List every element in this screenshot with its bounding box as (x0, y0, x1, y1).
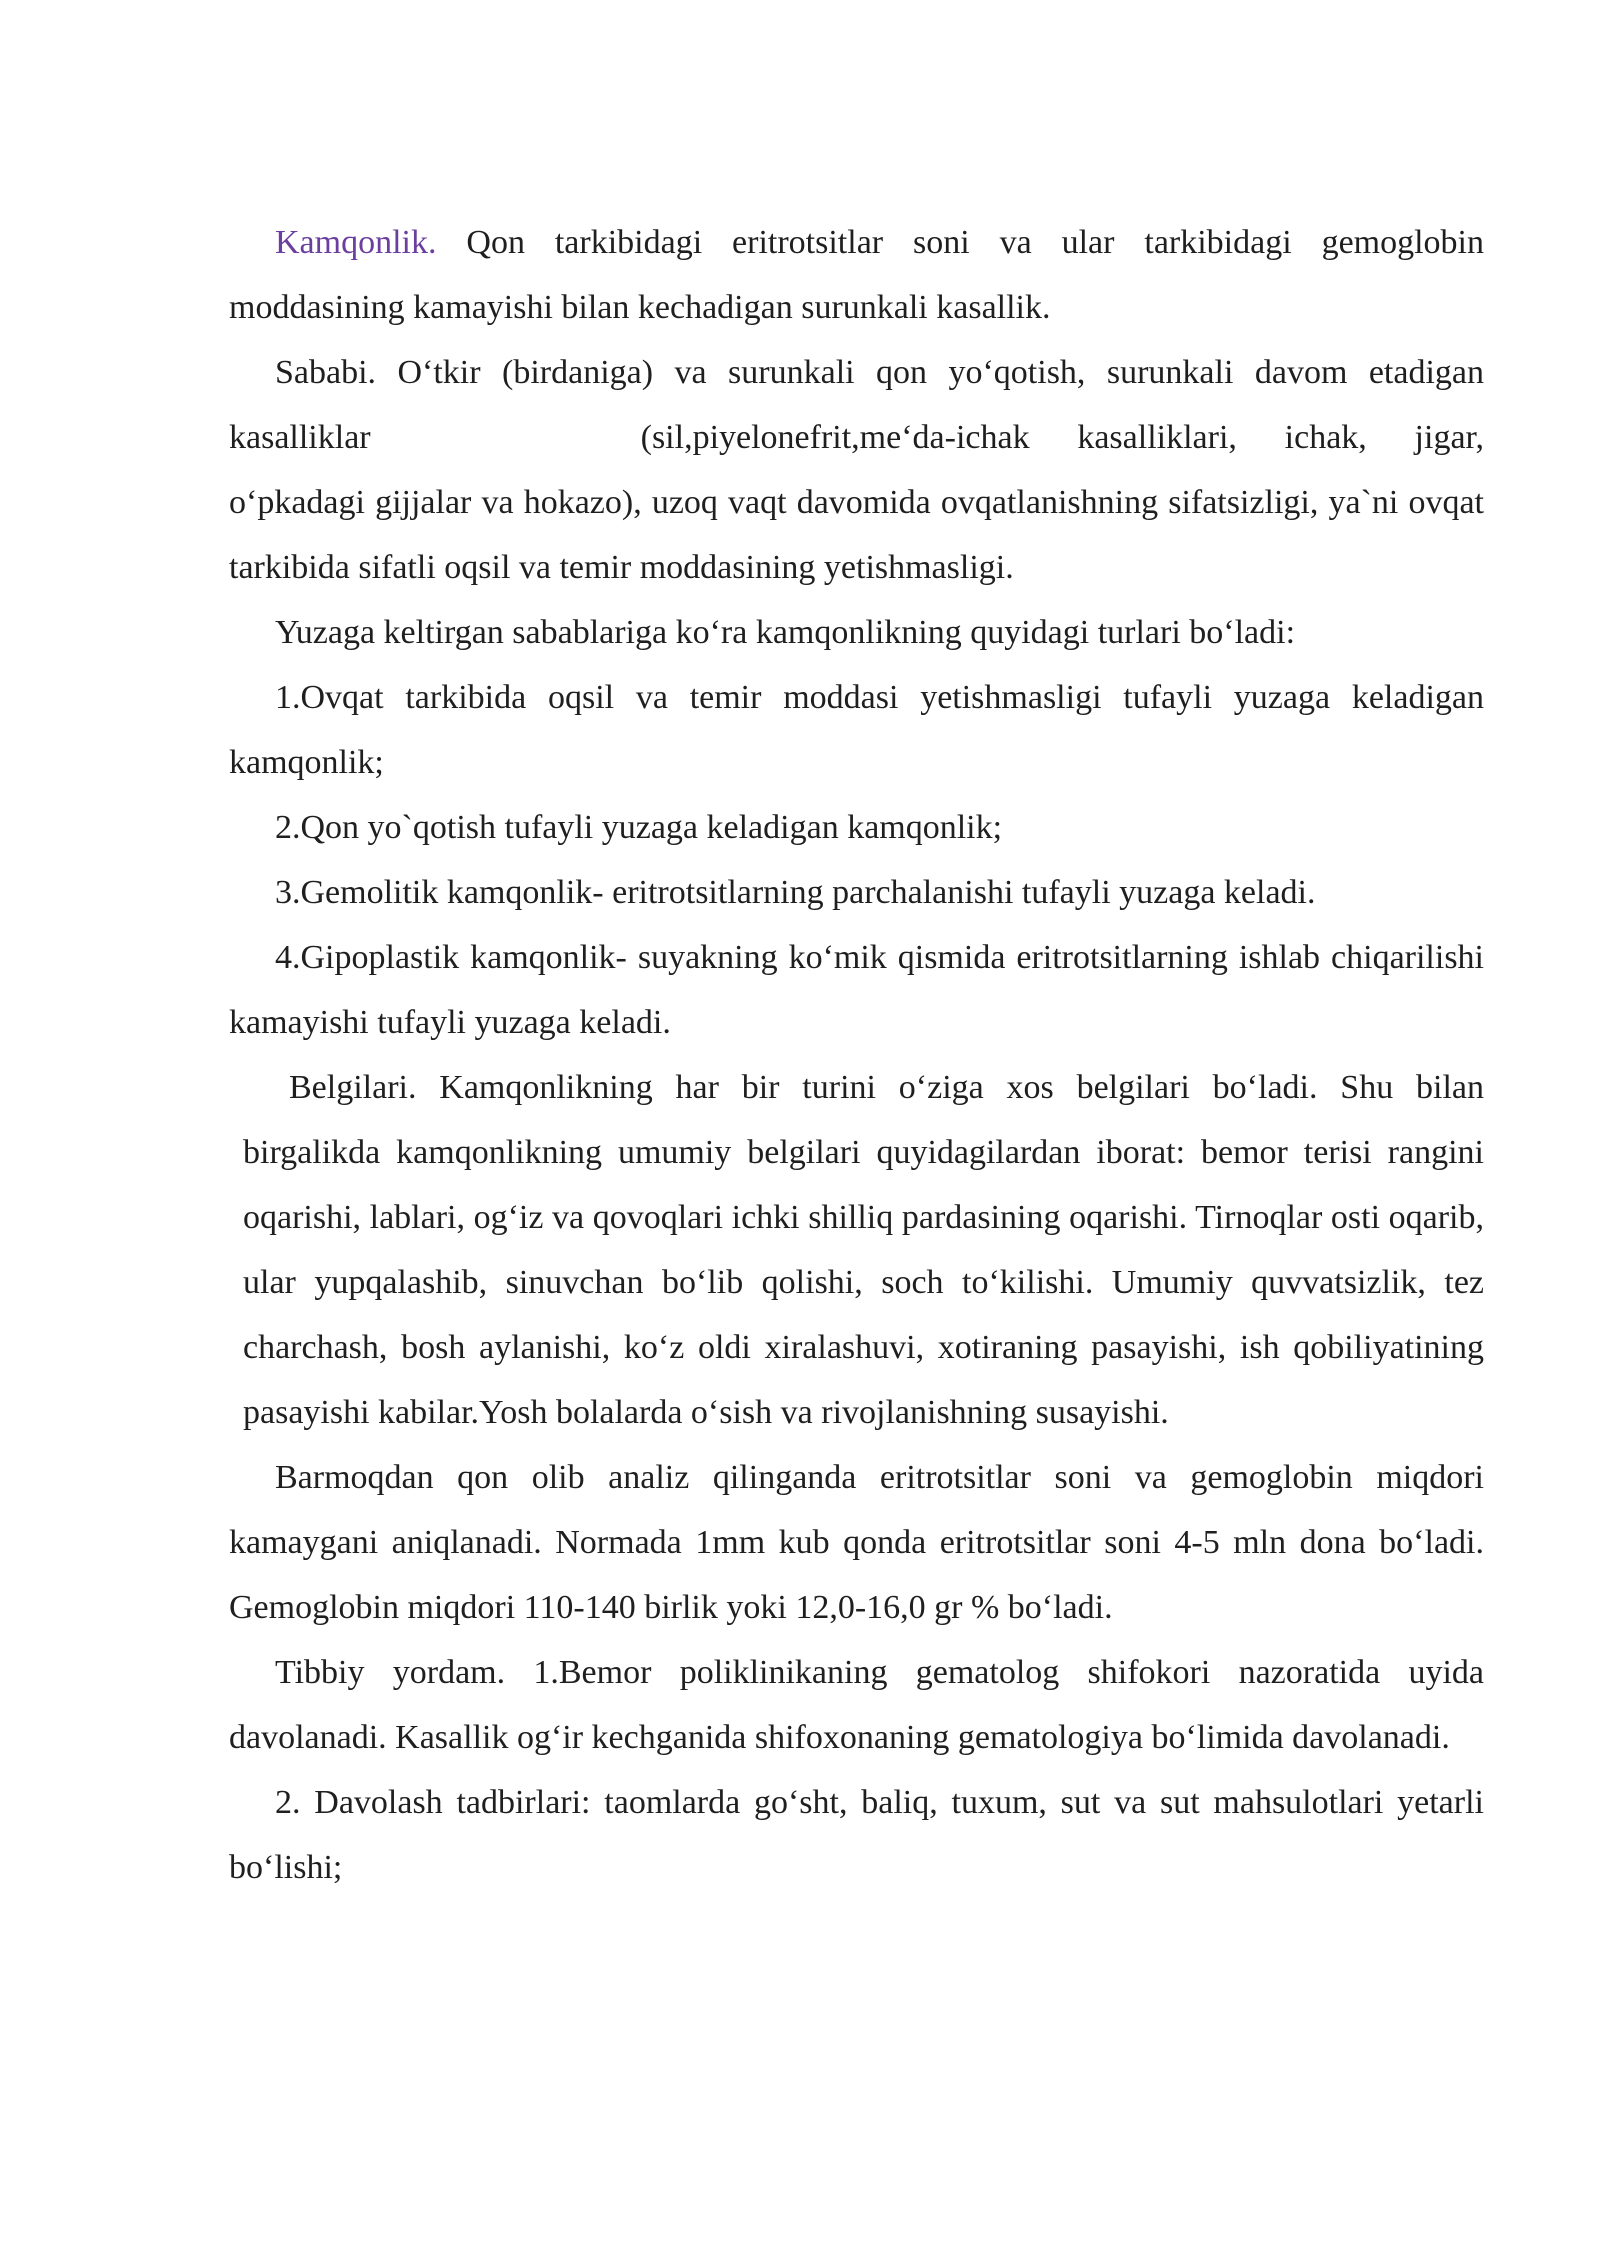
list-item-type-3: 3.Gemolitik kamqonlik- eritrotsitlarning parchalanishi tufayli yuzaga keladi. (275, 874, 1316, 911)
paragraph-analysis: Barmoqdan qon olib analiz qilinganda eritrotsitlar soni va gemoglobin miqdori kamaygani aniqlanadi. Normada 1mm kub qonda eritrotsitlar soni 4-5 mln dona bo‘ladi. Gemoglobin miqdori 110-140 birlik yoki 12,0-16,0 gr % bo‘ladi. (229, 1459, 1484, 1626)
list-item-type-2: 2.Qon yo`qotish tufayli yuzaga keladigan kamqonlik; (275, 809, 1003, 846)
paragraph-treatment: 2. Davolash tadbirlari: taomlarda go‘sht, baliq, tuxum, sut va sut mahsulotlari yetarli bo‘lishi; (229, 1784, 1484, 1886)
causes-text-part1: Sababi. O‘tkir (birdaniga) va surunkali qon yo‘qotish, surunkali davom etadigan kasalliklar (229, 354, 1484, 456)
paragraph-medical-aid: Tibbiy yordam. 1.Bemor poliklinikaning gematolog shifokori nazoratida uyida davolanadi. Kasallik og‘ir kechganida shifoxonaning gematologiya bo‘limida davolanadi. (229, 1654, 1484, 1756)
definition-text: Qon tarkibidagi eritrotsitlar soni va ular tarkibidagi gemoglobin moddasining kamayishi bilan kechadigan surunkali kasallik. (229, 224, 1484, 326)
list-item-type-1: 1.Ovqat tarkibida oqsil va temir moddasi yetishmasligi tufayli yuzaga keladigan kamqonlik; (229, 679, 1484, 781)
term-kamqonlik: Kamqonlik. (275, 224, 437, 261)
paragraph-causes (229, 340, 1484, 600)
document-page (229, 210, 1484, 1900)
paragraph-symptoms: Belgilari. Kamqonlikning har bir turini o‘ziga xos belgilari bo‘ladi. Shu bilan birgalikda kamqonlikning umumiy belgilari quyidagilardan iborat: bemor terisi rangini oqarishi, lablari, og‘iz va qovoqlari ichki shilliq pardasining oqarishi. Tirnoqlar osti oqarib, ular yupqalashib, sinuvchan bo‘lib qolishi, soch to‘kilishi. Umumiy quvvatsizlik, tez charchash, bosh aylanishi, ko‘z oldi xiralashuvi, xotiraning pasayishi, ish qobiliyatining pasayishi kabilar.Yosh bolalarda o‘sish va rivojlanishning susayishi. (243, 1069, 1484, 1431)
causes-text-part2: (sil,piyelonefrit,me‘da-ichak kasalliklari, ichak, jigar, o‘pkadagi gijjalar va hokazo), uzoq vaqt davomida ovqatlanishning sifatsizligi, ya`ni ovqat tarkibida sifatli oqsil va temir moddasining yetishmasligi. (229, 419, 1484, 586)
paragraph-types-intro: Yuzaga keltirgan sabablariga ko‘ra kamqonlikning quyidagi turlari bo‘ladi: (275, 614, 1296, 651)
paragraph-definition (229, 210, 1484, 340)
list-item-type-4: 4.Gipoplastik kamqonlik- suyakning ko‘mik qismida eritrotsitlarning ishlab chiqarilishi kamayishi tufayli yuzaga keladi. (229, 939, 1484, 1041)
